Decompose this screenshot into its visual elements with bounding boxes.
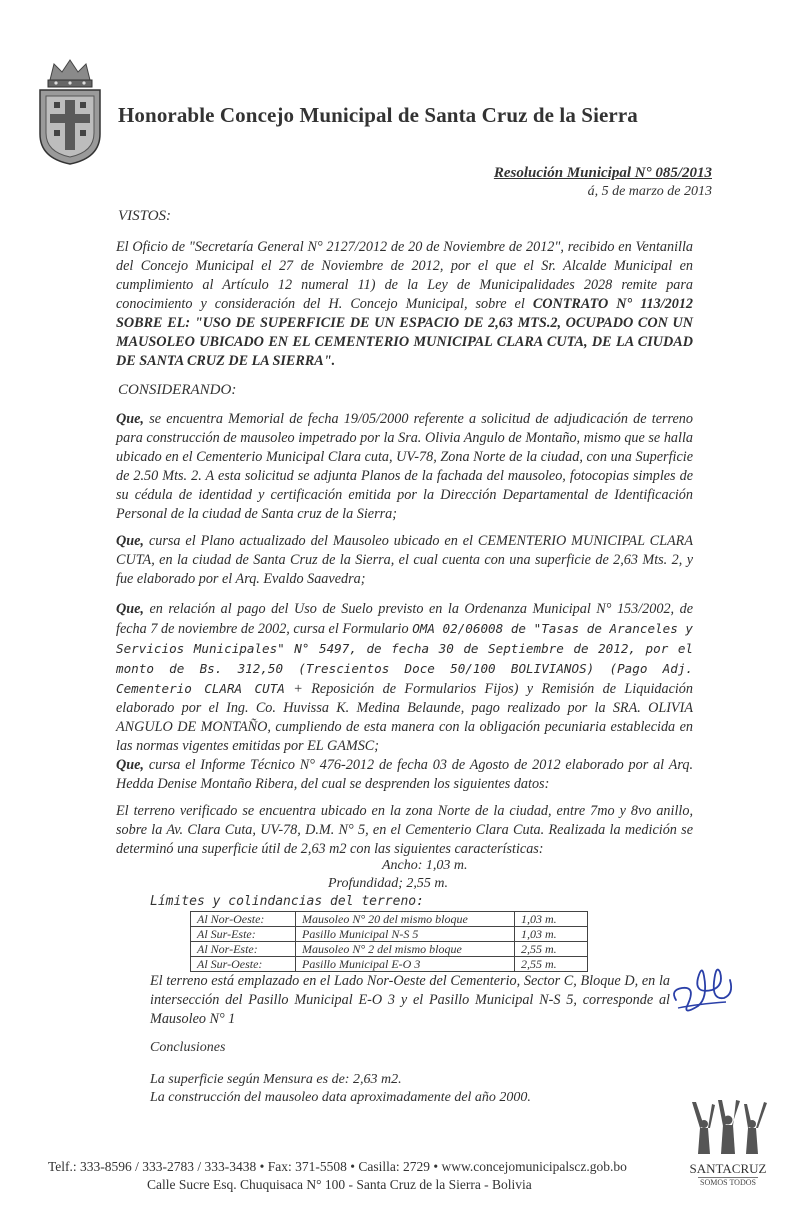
- considerando-paragraph-4: [116, 756, 693, 794]
- limite-measure: 1,03 m.: [515, 927, 588, 942]
- considerando-paragraph-3: [116, 600, 693, 756]
- conclusion-2: La construcción del mausoleo data aproximadamente del año 2000.: [150, 1090, 531, 1105]
- logo-subtext: SOMOS TODOS: [698, 1177, 758, 1187]
- council-title: Honorable Concejo Municipal de Santa Cruz de la Sierra: [118, 103, 638, 127]
- considerando-heading: CONSIDERANDO:: [118, 382, 237, 398]
- vistos-text: El Oficio de "Secretaría General N° 2127/2012 de 20 de Noviembre de 2012", recibido en Ventanilla del Concejo Municipal el 27 de Noviembre de 2012, por el que el Sr. Alcalde Municipal en cumplimiento al Artículo 12 numeral 11) de la Ley de Municipalidades 2028 remite para conocimiento y consideración del H. Concejo Municipal, sobre el: [116, 239, 693, 312]
- considerando-paragraph-2: [116, 532, 693, 589]
- que-lead: Que,: [116, 601, 144, 617]
- paragraph-text: + Reposición de Formularios Fijos) y Remisión de Liquidación elaborado por el Ing. Co. Huvissa K. Medina Belaunde, pago realizado por la SRA. OLIVIA ANGULO DE MONTAÑO, cumpliendo de esta manera con la obligación pecuniaria establecida en las normas vigentes emitidas por EL GAMSC;: [116, 681, 693, 754]
- conclusiones-heading: Conclusiones: [150, 1040, 226, 1055]
- limite-description: Mausoleo N° 2 del mismo bloque: [296, 942, 515, 957]
- limites-table: [190, 911, 588, 972]
- limite-description: Pasillo Municipal N-S 5: [296, 927, 515, 942]
- vistos-contract-caps: CONTRATO N° 113/2012 SOBRE EL: "USO DE SUPERFICIE DE UN ESPACIO DE 2,63 MTS.2, OCUPADO CON UN MAUSOLEO UBICADO EN EL CEMENTERIO MUNICIPAL CLARA CUTA, DE LA CIUDAD DE SANTA CRUZ DE LA SIERRA".: [116, 296, 694, 369]
- limite-direction: Al Nor-Este:: [191, 942, 296, 957]
- paragraph-text: cursa el Informe Técnico N° 476-2012 de fecha 03 de Agosto de 2012 elaborado por al Arq. Hedda Denise Montaño Ribera, del cual se desprenden los siguientes datos:: [116, 757, 694, 792]
- municipal-crest-icon: [36, 58, 104, 166]
- paragraph-text: en relación al pago del Uso de Suelo previsto en la Ordenanza Municipal N° 153/2002, de fecha 7 de noviembre de 2002, cursa el Formulario: [116, 601, 694, 637]
- limite-measure: 2,55 m.: [515, 957, 588, 972]
- profundidad-value: Profundidad; 2,55 m.: [328, 876, 449, 891]
- que-lead: Que,: [116, 533, 144, 549]
- resolution-number: Resolución Municipal N° 085/2013: [493, 165, 712, 181]
- limite-direction: Al Nor-Oeste:: [191, 912, 296, 927]
- que-lead: Que,: [116, 411, 144, 427]
- table-row: [191, 942, 588, 957]
- limite-measure: 2,55 m.: [515, 942, 588, 957]
- paragraph-text: cursa el Plano actualizado del Mausoleo ubicado en el CEMENTERIO MUNICIPAL CLARA CUTA, en la ciudad de Santa Cruz de la Sierra, el cual cuenta con una superficie de 2,63 Mts. 2, y fue elaborado por el Arq. Evaldo Saavedra;: [116, 533, 694, 587]
- ancho-value: Ancho: 1,03 m.: [382, 858, 468, 873]
- considerando-paragraph-1: [116, 410, 693, 524]
- vistos-paragraph: [116, 238, 693, 371]
- resolution-date: á, 5 de marzo de 2013: [587, 184, 712, 199]
- santa-cruz-figures-icon: [688, 1098, 768, 1158]
- footer-address: Calle Sucre Esq. Chuquisaca N° 100 - Santa Cruz de la Sierra - Bolivia: [147, 1177, 532, 1192]
- table-row: [191, 927, 588, 942]
- table-row: [191, 912, 588, 927]
- paragraph-text-mono: OMA 02/06008 de "Tasas de Aranceles y Servicios Municipales" N° 5497, de fecha 30 de Septiembre de 2012, por el monto de Bs. 312,50 (Trescientos Doce 50/100 BOLIVIANOS) (Pago Adj. Cementerio CLARA CUTA: [116, 621, 693, 696]
- vistos-heading: VISTOS:: [118, 208, 172, 224]
- que-lead: Que,: [116, 757, 144, 773]
- logo-text: SANTACRUZ: [689, 1161, 767, 1176]
- signature-icon: [668, 960, 738, 1022]
- limite-description: Pasillo Municipal E-O 3: [296, 957, 515, 972]
- limite-description: Mausoleo N° 20 del mismo bloque: [296, 912, 515, 927]
- conclusion-1: La superficie según Mensura es de: 2,63 m2.: [150, 1072, 402, 1087]
- terreno-description: El terreno verificado se encuentra ubicado en la zona Norte de la ciudad, entre 7mo y 8vo anillo, sobre la Av. Clara Cuta, UV-78, D.M. N° 5, en el Cementerio Clara Cuta. Realizada la medición se determinó una superficie útil de 2,63 m2 con las siguientes características:: [116, 803, 693, 857]
- paragraph-text: se encuentra Memorial de fecha 19/05/2000 referente a solicitud de adjudicación de terreno para construcción de mausoleo impetrado por la Sra. Olivia Angulo de Montaño, mismo que se halla ubicado en el Cementerio Municipal Clara cuta, UV-78, Zona Norte de la ciudad, con una Superficie de 2.50 Mts. 2. A esta solicitud se adjunta Planos de la fachada del mausoleo, fotocopias simples de su cédula de identidad y certificación emitida por la Dirección Departamental de Identificación Personal de la ciudad de Santa cruz de la Sierra;: [116, 411, 693, 522]
- footer-contact: Telf.: 333-8596 / 333-2783 / 333-3438 • Fax: 371-5508 • Casilla: 2729 • www.concejomunicipalscz.gob.bo: [48, 1159, 627, 1174]
- limites-heading: Límites y colindancias del terreno:: [150, 894, 424, 909]
- santa-cruz-logo: [688, 1098, 768, 1190]
- limite-direction: Al Sur-Este:: [191, 927, 296, 942]
- emplazamiento-paragraph: El terreno está emplazado en el Lado Nor-Oeste del Cementerio, Sector C, Bloque D, en la intersección del Pasillo Municipal E-O 3 y el Pasillo Municipal N-S 5, corresponde al Mausoleo N° 1: [150, 973, 670, 1027]
- limite-measure: 1,03 m.: [515, 912, 588, 927]
- limite-direction: Al Sur-Oeste:: [191, 957, 296, 972]
- table-row: [191, 957, 588, 972]
